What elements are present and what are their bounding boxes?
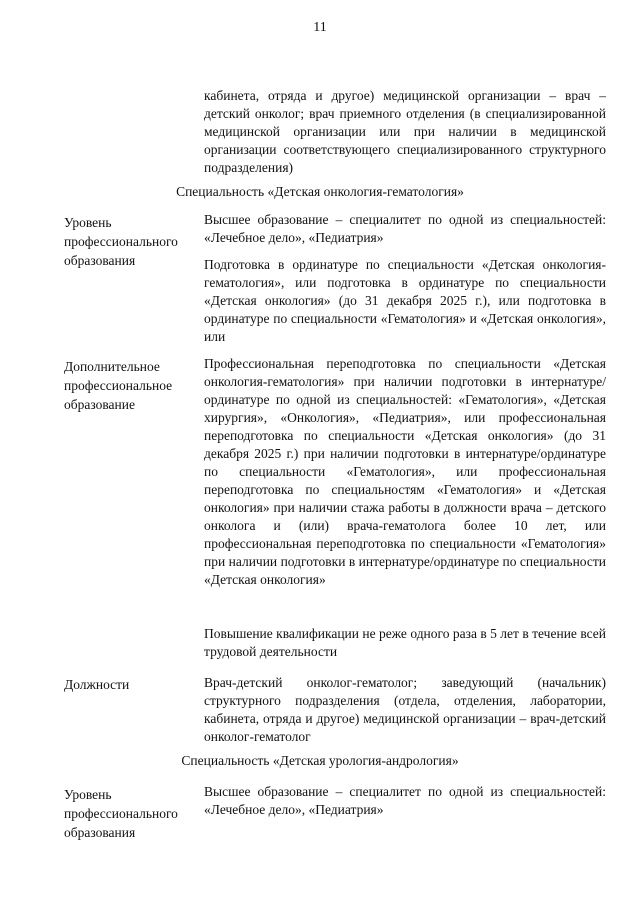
page-number: 11 <box>313 20 327 35</box>
section-heading-pediatric-urology-andrology: Специальность «Детская урология-андрология» <box>181 753 459 768</box>
additional-education-text: Профессиональная переподготовка по специальности «Детская онкология-гематология» при наличии подготовки в интернатуре/ординатуре по одной из специальностей: «Гематология», «Детская хирургия», «Онкология», «Педиатрия», или профессиональная переподготовка по специальности «Детская онкология» (до 31 декабря 2025 г.) при наличии подготовки в интернатуре/ординатуре по специальности «Гематология», или профессиональная переподготовка по специальностям «Гематология» и «Детская онкология» при наличии стажа работы в должности врача – детского онколога и (или) врача-гематолога более 10 лет, или профессиональная переподготовка по специальности «Гематология» при наличии подготовки в интернатуре/ординатуре по специальности «Детская онкология» <box>204 356 606 587</box>
label-education-level: Уровень профессионального образования <box>64 215 178 268</box>
education-level-text: Высшее образование – специалитет по одной из специальностей: «Лечебное дело», «Педиатрия» <box>204 212 606 245</box>
label-positions: Должности <box>64 677 130 692</box>
label-additional-education: Дополнительное профессиональное образование <box>64 359 173 412</box>
residency-text: Подготовка в ординатуре по специальности «Детская онкология-гематология», или подготовка в ординатуре по специальности «Детская онкология» (до 31 декабря 2025 г.), или подготовка в ординатуре по специальности «Гематология» и «Детская онкология», или <box>204 257 606 344</box>
label-education-level-2: Уровень профессионального образования <box>64 787 178 840</box>
positions-text: Врач-детский онколог-гематолог; заведующий (начальник) структурного подразделения (отдела, отделения, лаборатории, кабинета, отряда и другое) медицинской организации – врач-детский онколог-гематолог <box>204 675 606 744</box>
qualification-text: Повышение квалификации не реже одного раза в 5 лет в течение всей трудовой деятельности <box>204 626 606 659</box>
intro-paragraph: кабинета, отряда и другое) медицинской организации – врач – детский онколог; врач приемного отделения (в специализированной медицинской организации или при наличии в медицинской организации соответствующего специализированного структурного подразделения) <box>204 88 606 175</box>
section-heading-pediatric-oncology-hematology: Специальность «Детская онкология-гематология» <box>176 184 464 199</box>
education-level-text-2: Высшее образование – специалитет по одной из специальностей: «Лечебное дело», «Педиатрия» <box>204 784 606 817</box>
